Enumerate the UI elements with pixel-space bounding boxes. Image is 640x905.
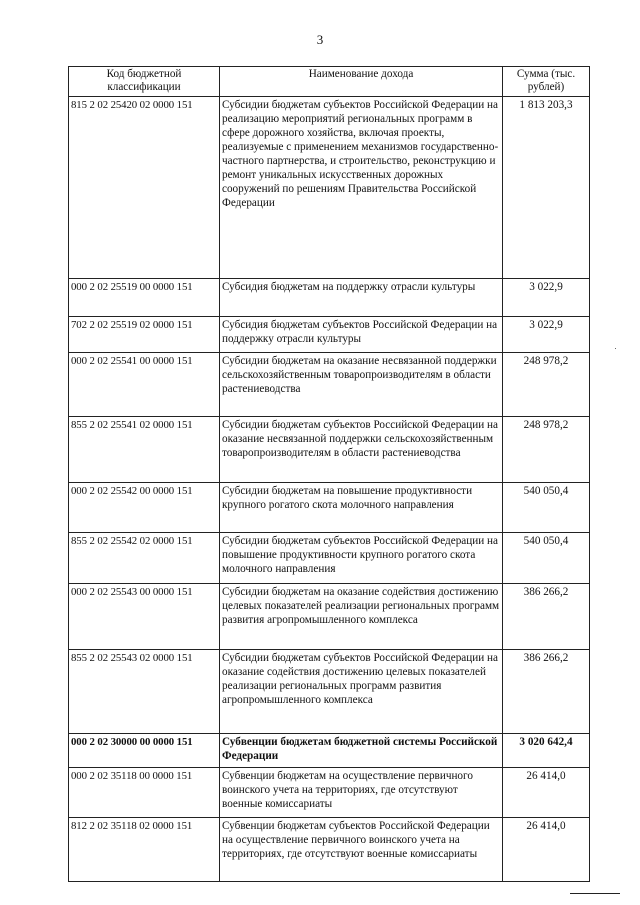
table-row [69,317,590,353]
amount-cell: 3 022,9 [503,317,590,353]
budget-code-cell: 855 2 02 25541 02 0000 151 [69,417,220,483]
income-name-cell: Субсидии бюджетам субъектов Российской Федерации на реализацию мероприятий региональных программ в сфере дорожного хозяйства, включая проекты, реализуемые с применением механизмов государственно-частного партнерства, и строительство, реконструкцию и ремонт уникальных искусственных дорожных сооружений по решениям Правительства Российской Федерации [220,97,503,279]
table-row [69,584,590,650]
income-name-cell: Субвенции бюджетам бюджетной системы Российской Федерации [220,734,503,768]
amount-cell: 540 050,4 [503,483,590,533]
page-number: 3 [316,32,324,47]
amount-cell: 1 813 203,3 [503,97,590,279]
amount-cell: 248 978,2 [503,417,590,483]
amount-cell: 3 020 642,4 [503,734,590,768]
budget-code-cell: 702 2 02 25519 02 0000 151 [69,317,220,353]
income-name-cell: Субсидия бюджетам на поддержку отрасли культуры [220,279,503,317]
budget-code-cell: 000 2 02 25542 00 0000 151 [69,483,220,533]
table-row [69,818,590,882]
amount-cell: 26 414,0 [503,818,590,882]
budget-code-cell: 855 2 02 25542 02 0000 151 [69,533,220,584]
table-header-row [69,67,590,97]
budget-code-cell: 812 2 02 35118 02 0000 151 [69,818,220,882]
budget-code-cell: 815 2 02 25420 02 0000 151 [69,97,220,279]
income-name-cell: Субсидии бюджетам на оказание содействия достижению целевых показателей реализации региональных программ развития агропромышленного комплекса [220,584,503,650]
budget-income-table [68,66,590,882]
table-row [69,533,590,584]
budget-code-cell: 000 2 02 35118 00 0000 151 [69,768,220,818]
income-name-cell: Субсидии бюджетам на оказание несвязанной поддержки сельскохозяйственным товаропроизводителям в области растениеводства [220,353,503,417]
income-name-cell: Субсидии бюджетам субъектов Российской Федерации на повышение продуктивности крупного рогатого скота молочного направления [220,533,503,584]
amount-cell: 248 978,2 [503,353,590,417]
table-row [69,97,590,279]
income-name-cell: Субвенции бюджетам на осуществление первичного воинского учета на территориях, где отсутствуют военные комиссариаты [220,768,503,818]
header-code: Код бюджетной классификации [69,67,220,97]
scan-speck [615,348,616,349]
amount-cell: 386 266,2 [503,584,590,650]
header-sum: Сумма (тыс. рублей) [503,67,590,97]
budget-code-cell: 000 2 02 30000 00 0000 151 [69,734,220,768]
table-row [69,768,590,818]
budget-code-cell: 855 2 02 25543 02 0000 151 [69,650,220,734]
income-name-cell: Субсидии бюджетам субъектов Российской Федерации на оказание несвязанной поддержки сельскохозяйственным товаропроизводителям в области растениеводства [220,417,503,483]
footer-rule [570,893,620,894]
table-row [69,417,590,483]
table-row [69,650,590,734]
budget-code-cell: 000 2 02 25541 00 0000 151 [69,353,220,417]
amount-cell: 3 022,9 [503,279,590,317]
budget-code-cell: 000 2 02 25543 00 0000 151 [69,584,220,650]
income-name-cell: Субвенции бюджетам субъектов Российской Федерации на осуществление первичного воинского учета на территориях, где отсутствуют военные комиссариаты [220,818,503,882]
income-name-cell: Субсидия бюджетам субъектов Российской Федерации на поддержку отрасли культуры [220,317,503,353]
income-name-cell: Субсидии бюджетам на повышение продуктивности крупного рогатого скота молочного направления [220,483,503,533]
amount-cell: 386 266,2 [503,650,590,734]
table-row [69,353,590,417]
table-row [69,279,590,317]
budget-code-cell: 000 2 02 25519 00 0000 151 [69,279,220,317]
table-row [69,483,590,533]
header-name: Наименование дохода [220,67,503,97]
amount-cell: 540 050,4 [503,533,590,584]
table-row-total [69,734,590,768]
amount-cell: 26 414,0 [503,768,590,818]
income-name-cell: Субсидии бюджетам субъектов Российской Федерации на оказание содействия достижению целевых показателей реализации региональных программ развития агропромышленного комплекса [220,650,503,734]
